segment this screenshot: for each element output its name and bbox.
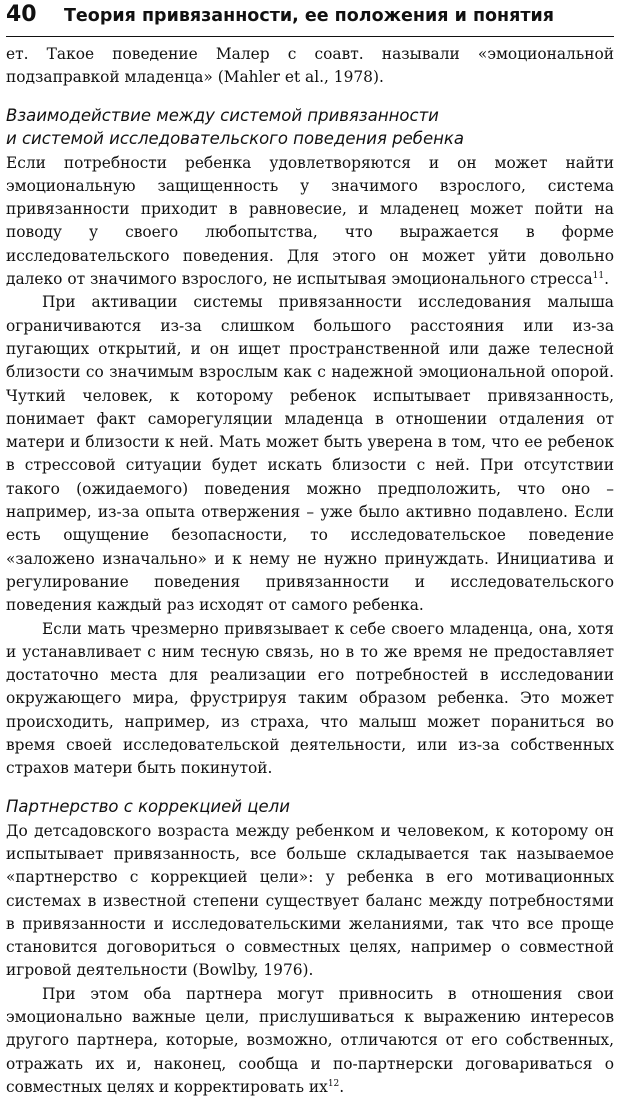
- paragraph-text: При этом оба партнера могут привносить в отношения свои эмоционально важные цели, прислушиваться к выражению интересов другого партнера, которые, возможно, отличаются от его собственных, отражать их и, наконец, сообща и по-партнерски договариваться о совместных целях и корректировать их: [6, 984, 614, 1096]
- paragraph-text: Если потребности ребенка удовлетворяются и он может найти эмоциональную защищенность у значимого взрослого, система привязанности приходит в равновесие, и младенец может пойти на поводу у своего любопытства, что выражается в форме исследовательского поведения. Для этого он может уйти довольно далеко от значимого взрослого, не испытывая эмоционального стресса: [6, 153, 614, 289]
- section-heading-line: и системой исследовательского поведения ребенка: [6, 128, 465, 148]
- page-number: 40: [6, 2, 37, 27]
- paragraph: До детсадовского возраста между ребенком и человеком, к которому он испытывает привязанность, все больше складывается так называемое «партнерство с коррекцией цели»: у ребенка в его мотивационных системах в известной степени существует баланс между потребностями в привязанности и исследовательскими желаниями, так что все проще становится договориться о совместных целях, например о совместной игровой деятельности (Bowlby, 1976).: [6, 821, 614, 980]
- section-heading-goal-corrected-partnership: Партнерство с коррекцией цели: [6, 796, 290, 816]
- running-title: Теория привязанности, ее положения и понятия: [64, 6, 555, 26]
- section-heading-line: Взаимодействие между системой привязанности: [6, 105, 439, 125]
- paragraph: Если мать чрезмерно привязывает к себе своего младенца, она, хотя и устанавливает с ним тесную связь, но в то же время не предоставляет достаточно места для реализации его потребностей в исследовании окружающего мира, фрустрируя таким образом ребенка. Это может происходить, например, из страха, что малыш может пораниться во время своей исследовательской деятельности, или из-за собственных страхов матери быть покинутой.: [6, 619, 614, 778]
- paragraph: [6, 152, 614, 292]
- footnote-marker: 11: [592, 271, 605, 282]
- paragraph-continuation: ет. Такое поведение Малер с соавт. называли «эмоциональной подзаправкой младенца» (Mahler et al., 1978).: [6, 45, 614, 87]
- footnote-marker: 12: [327, 1078, 340, 1089]
- paragraph: При активации системы привязанности исследования малыша ограничиваются из-за слишком большого расстояния или из-за пугающих открытий, и он ищет пространственной или даже телесной близости со значимым взрослым как с надежной эмоциональной опорой. Чуткий человек, к которому ребенок испытывает привязанность, понимает факт саморегуляции младенца в отношении отдаления от матери и близости к ней. Мать может быть уверена в том, что ее ребенок в стрессовой ситуации будет искать близости с ней. При отсутствии такого (ожидаемого) поведения можно предположить, что оно – например, из-за опыта отвержения – уже было активно подавлено. Если есть ощущение безопасности, то исследовательское поведение «заложено изначально» и к нему не нужно принуждать. Инициатива и регулирование поведения привязанности и исследовательского поведения каждый раз исходят от самого ребенка.: [6, 293, 614, 615]
- section-heading-attachment-exploration: [6, 104, 614, 150]
- paragraph-text-end: .: [604, 270, 609, 289]
- page-header: [6, 2, 614, 37]
- paragraph: [6, 983, 614, 1099]
- paragraph-text-end: .: [339, 1077, 345, 1096]
